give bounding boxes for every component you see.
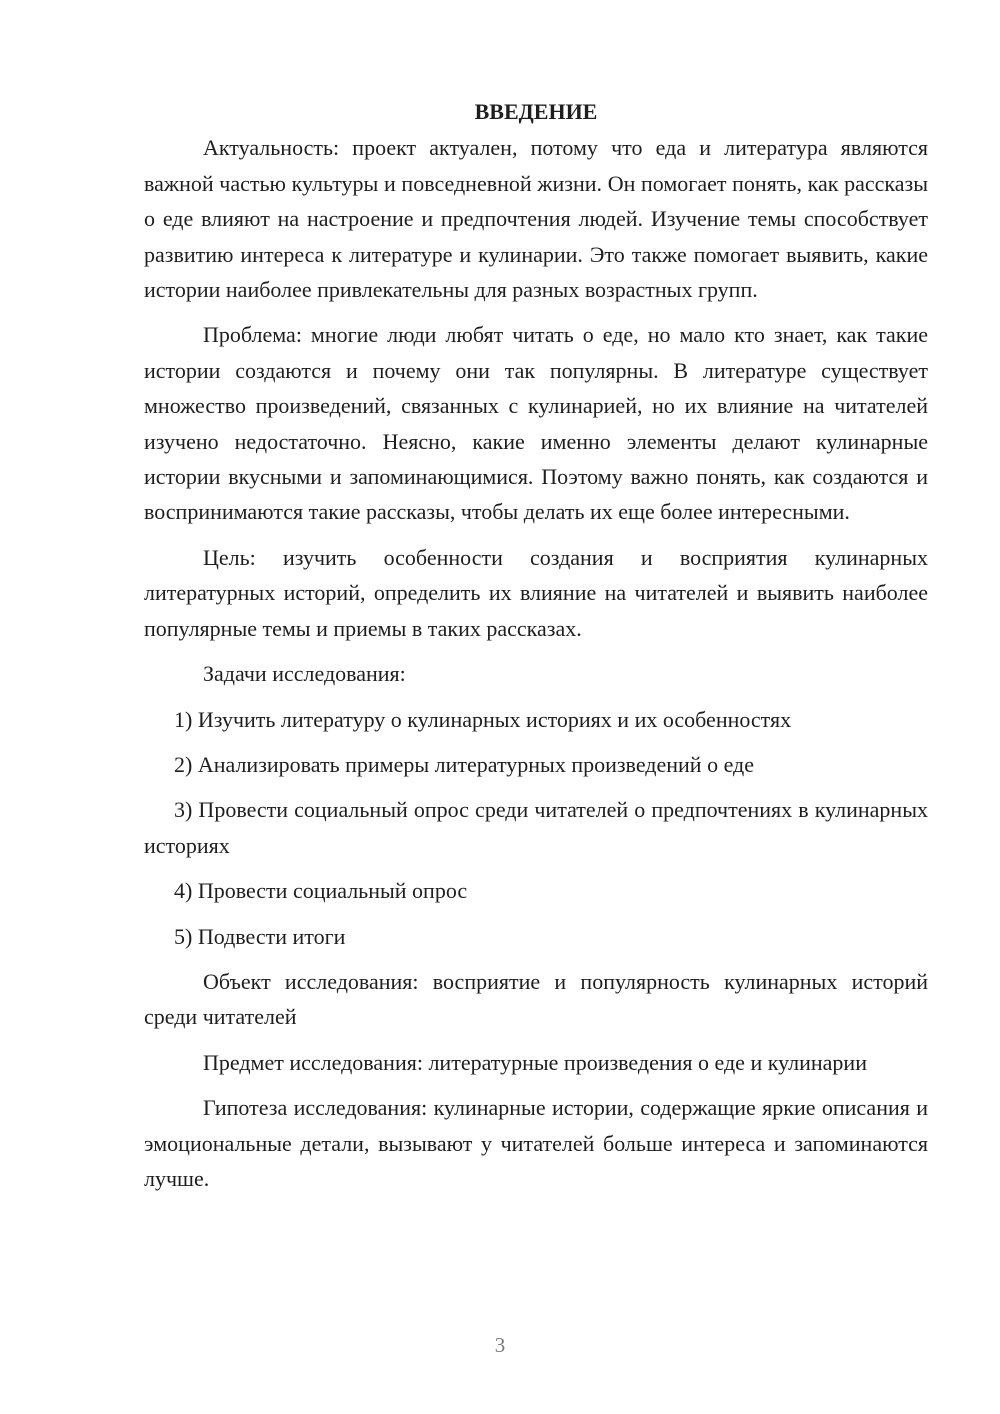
hypothesis-paragraph: Гипотеза исследования: кулинарные истории, содержащие яркие описания и эмоциональные детали, вызывают у читателей больше интереса и запоминаются лучше. [144,1095,928,1191]
list-item: 5) Подвести итоги [174,923,346,949]
object-paragraph: Объект исследования: восприятие и популярность кулинарных историй среди читателей [144,968,928,1030]
list-item: 4) Провести социальный опрос [174,878,468,904]
goal-paragraph: Цель: изучить особенности создания и восприятия кулинарных литературных историй, определить их влияние на читателей и выявить наиболее популярные темы и приемы в таких рассказах. [144,544,928,641]
page-body [144,94,928,1206]
relevance-paragraph: Актуальность: проект актуален, потому что еда и литература являются важной частью культуры и повседневной жизни. Он помогает понять, как рассказы о еде влияют на настроение и предпочтения людей. Изучение темы способствует развитию интереса к литературе и кулинарии. Это также помогает выявить, какие истории наиболее привлекательны для разных возрастных групп. [144,135,928,303]
list-item: 2) Анализировать примеры литературных произведений о еде [174,751,755,777]
section-heading: ВВЕДЕНИЕ [474,99,598,124]
problem-paragraph: Проблема: многие люди любят читать о еде, но мало кто знает, как такие истории создаются и почему они так популярны. В литературе существует множество произведений, связанных с кулинарией, но их влияние на читателей изучено недостаточно. Неясно, какие именно элементы делают кулинарные истории вкусными и запоминающимися. Поэтому важно понять, как создаются и воспринимаются такие рассказы, чтобы делать их еще более интересными. [144,322,928,525]
subject-paragraph: Предмет исследования: литературные произведения о еде и кулинарии [203,1049,867,1075]
tasks-list [144,702,928,954]
list-item: 1) Изучить литературу о кулинарных историях и их особенностях [174,706,792,732]
tasks-intro: Задачи исследования: [203,661,406,687]
page-number: 3 [494,1333,506,1357]
list-item: 3) Провести социальный опрос среди читателей о предпочтениях в кулинарных историях [144,797,928,858]
